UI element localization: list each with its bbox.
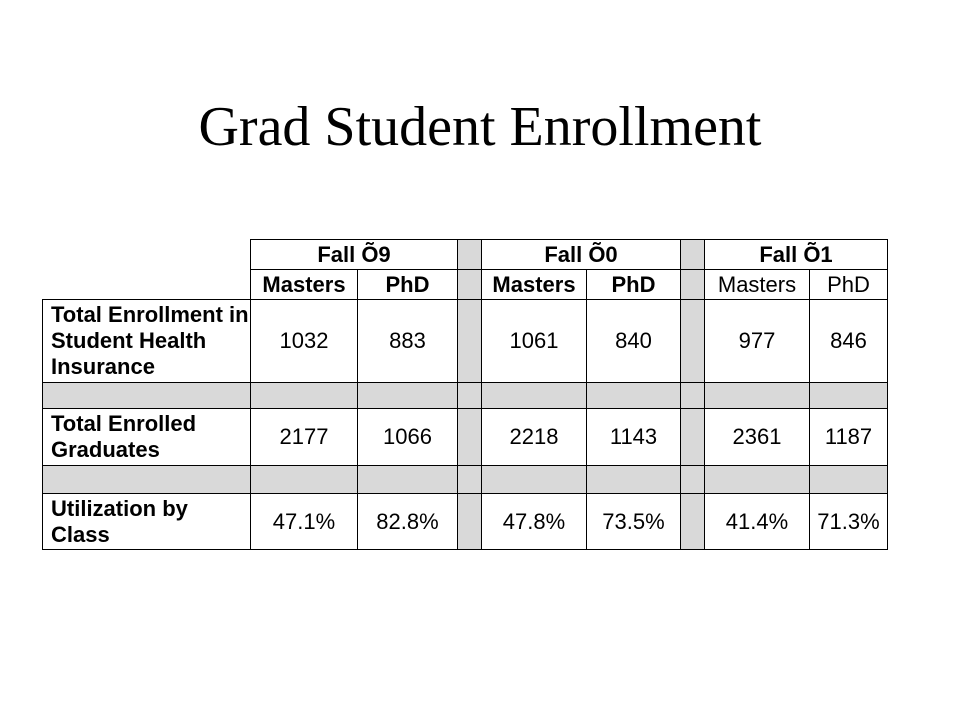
spacer-row-2-cell bbox=[809, 465, 888, 494]
year-header-1: Fall Õ9 bbox=[250, 239, 458, 270]
table-cell: 71.3% bbox=[809, 493, 888, 550]
table-cell: 1187 bbox=[809, 408, 888, 466]
level-header-phd-1: PhD bbox=[357, 269, 458, 300]
row-label-utilization: Utilization by Class bbox=[42, 493, 251, 550]
spacer-row-1-cell bbox=[457, 382, 482, 409]
spacer-row-2-cell bbox=[357, 465, 458, 494]
separator-col-1-levels bbox=[457, 269, 482, 300]
level-header-phd-3: PhD bbox=[809, 269, 888, 300]
spacer-row-2-cell bbox=[250, 465, 358, 494]
table-cell: 1061 bbox=[481, 299, 587, 383]
table-cell: 1066 bbox=[357, 408, 458, 466]
separator-col-1-row-1 bbox=[457, 299, 482, 383]
table-cell: 82.8% bbox=[357, 493, 458, 550]
page-title: Grad Student Enrollment bbox=[198, 96, 762, 158]
table-cell: 2218 bbox=[481, 408, 587, 466]
table-cell: 73.5% bbox=[586, 493, 681, 550]
level-header-masters-3: Masters bbox=[704, 269, 810, 300]
separator-col-2-levels bbox=[680, 269, 705, 300]
table-cell: 1143 bbox=[586, 408, 681, 466]
table-cell: 1032 bbox=[250, 299, 358, 383]
spacer-row-2-cell bbox=[481, 465, 587, 494]
level-header-masters-2: Masters bbox=[481, 269, 587, 300]
table-cell: 47.1% bbox=[250, 493, 358, 550]
separator-col-1-row-3 bbox=[457, 493, 482, 550]
table-cell: 883 bbox=[357, 299, 458, 383]
row-label-enrollment: Total Enrollment in Student Health Insurance bbox=[42, 299, 251, 383]
table-cell: 840 bbox=[586, 299, 681, 383]
table-cell: 2177 bbox=[250, 408, 358, 466]
spacer-row-1-cell bbox=[704, 382, 810, 409]
spacer-row-1-cell bbox=[250, 382, 358, 409]
spacer-row-2-cell bbox=[680, 465, 705, 494]
spacer-row-2-cell bbox=[457, 465, 482, 494]
year-header-2: Fall Õ0 bbox=[481, 239, 681, 270]
spacer-row-2-cell bbox=[704, 465, 810, 494]
table-cell: 977 bbox=[704, 299, 810, 383]
separator-col-2-row-3 bbox=[680, 493, 705, 550]
separator-col-1-top bbox=[457, 239, 482, 270]
year-header-3: Fall Õ1 bbox=[704, 239, 888, 270]
spacer-row-1-cell bbox=[481, 382, 587, 409]
separator-col-1-row-2 bbox=[457, 408, 482, 466]
level-header-masters-1: Masters bbox=[250, 269, 358, 300]
spacer-row-2-cell bbox=[586, 465, 681, 494]
table-cell: 47.8% bbox=[481, 493, 587, 550]
table-cell: 846 bbox=[809, 299, 888, 383]
spacer-row-1-cell bbox=[357, 382, 458, 409]
spacer-row-1-cell bbox=[809, 382, 888, 409]
level-header-phd-2: PhD bbox=[586, 269, 681, 300]
table-cell: 2361 bbox=[704, 408, 810, 466]
spacer-row-1-label bbox=[42, 382, 251, 409]
row-label-graduates: Total Enrolled Graduates bbox=[42, 408, 251, 466]
table-cell: 41.4% bbox=[704, 493, 810, 550]
spacer-row-1-cell bbox=[586, 382, 681, 409]
spacer-row-2-label bbox=[42, 465, 251, 494]
separator-col-2-row-2 bbox=[680, 408, 705, 466]
separator-col-2-top bbox=[680, 239, 705, 270]
separator-col-2-row-1 bbox=[680, 299, 705, 383]
spacer-row-1-cell bbox=[680, 382, 705, 409]
